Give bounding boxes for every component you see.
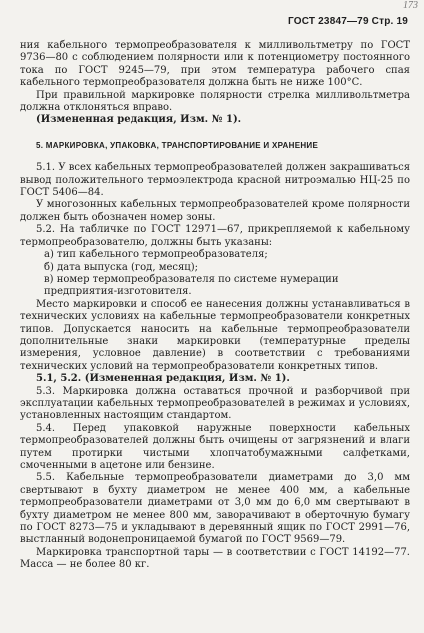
list-item-b: б) дата выпуска (год, месяц); xyxy=(44,261,199,273)
paragraph-polarity-check: При правильной маркировке полярности стрелка милливольтметра должна отклоняться вправо. xyxy=(20,89,410,114)
paragraph-multizone: У многозонных кабельных термопреобразователей кроме полярности должен быть обозначен номер зоны. xyxy=(20,199,410,223)
list-item-c: в) номер термопреобразователя по системе нумерации предприятия-изготовителя. xyxy=(44,273,339,298)
page-header: ГОСТ 23847—79 Стр. 19 xyxy=(288,16,408,27)
amendment-note: (Измененная редакция, Изм. № 1). xyxy=(36,114,242,126)
clause-5-2: 5.2. На табличке по ГОСТ 12971—67, прикрепляемой к кабельному термопреобразователю, должны быть указаны: xyxy=(20,224,410,248)
list-item-a: а) тип кабельного термопреобразователя; xyxy=(44,249,268,261)
paragraph-transport-tare: Маркировка транспортной тары — в соответствии с ГОСТ 14192—77. Масса — не более 80 кг. xyxy=(20,546,410,571)
handwritten-page-number: 173 xyxy=(403,0,418,11)
clause-5-4: 5.4. Перед упаковкой наружные поверхности кабельных термопреобразователей должны быть очищены от загрязнений и влаги путем протирки чистыми хлопчатобумажными салфетками, смоченными в ацетоне или бензине. xyxy=(20,422,410,471)
paragraph-continuation: ния кабельного термопреобразователя к милливольтметру по ГОСТ 9736—80 с соблюдением полярности или к потенциометру постоянного тока по ГОСТ 9245—79, при этом температура рабочего спая кабельного термопреобразователя должна быть не ниже 100°С. xyxy=(20,40,410,89)
clause-5-5: 5.5. Кабельные термопреобразователи диаметрами до 3,0 мм свертывают в бухту диаметром не менее 400 мм, а кабельные термопреобразователи диаметрами от 3,0 мм до 6,0 мм свертывают в бухту диаметром не менее 800 мм, заворачивают в оберточную бумагу по ГОСТ 8273—75 и укладывают в деревянный ящик по ГОСТ 2991—76, выстланный водонепроницаемой бумагой по ГОСТ 9569—79. xyxy=(20,472,410,546)
clause-5-3: 5.3. Маркировка должна оставаться прочной и разборчивой при эксплуатации кабельных термопреобразователей в режимах и условиях, установленных настоящим стандартом. xyxy=(20,385,410,422)
document-body xyxy=(20,40,410,572)
paragraph-marking-place: Место маркировки и способ ее нанесения должны устанавливаться в технических условиях на кабельные термопреобразователи конкретных типов. Допускается наносить на кабельные термопреобразователи дополнительные знаки маркировки (температурные пределы измерения, условное давление) в соответствии с требованиями технических условий на термопреобразователи конкретных типов. xyxy=(20,298,410,372)
clause-5-1: 5.1. У всех кабельных термопреобразователей должен закрашиваться вывод положительного термоэлектрода красной нитроэмалью НЦ-25 по ГОСТ 5406—84. xyxy=(20,162,410,199)
amendment-note-5-1-5-2: 5.1, 5.2. (Измененная редакция, Изм. № 1). xyxy=(36,373,290,385)
section-heading: 5. МАРКИРОВКА, УПАКОВКА, ТРАНСПОРТИРОВАНИЕ И ХРАНЕНИЕ xyxy=(36,140,319,150)
